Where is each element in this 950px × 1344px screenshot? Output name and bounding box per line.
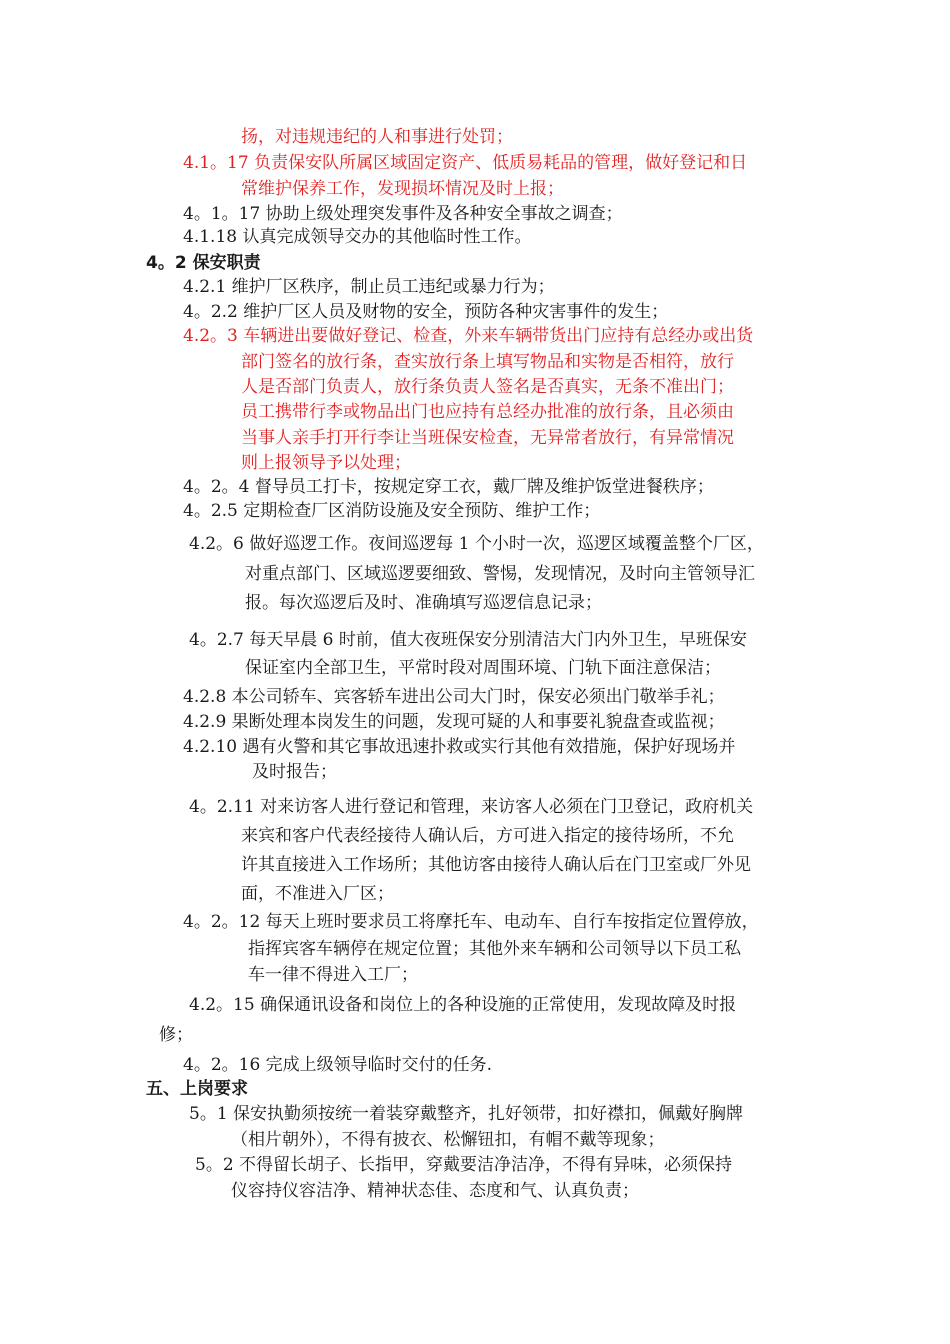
doc-line-26: 4。2.11 对来访客人进行登记和管理，来访客人必须在门卫登记，政府机关 (189, 797, 754, 817)
doc-line-23: 4.2.9 果断处理本岗发生的问题，发现可疑的人和事要礼貌盘查或监视； (183, 712, 725, 732)
doc-line-5: 4.1.18 认真完成领导交办的其他临时性工作。 (183, 227, 532, 247)
doc-line-31: 指挥宾客车辆停在规定位置；其他外来车辆和公司领导以下员工私 (248, 939, 741, 959)
doc-line-17: 4.2。6 做好巡逻工作。夜间巡逻每 1 个小时一次，巡逻区域覆盖整个厂区， (189, 534, 764, 554)
doc-line-37: 5。1 保安执勤须按统一着装穿戴整齐，扎好领带，扣好襟扣，佩戴好胸牌 (189, 1104, 744, 1124)
doc-line-9: 4.2。3 车辆进出要做好登记、检查，外来车辆带货出门应持有总经办或出货 (183, 326, 754, 346)
doc-line-35: 4。2。16 完成上级领导临时交付的任务. (183, 1055, 493, 1075)
doc-line-18: 对重点部门、区域巡逻要细致、警惕，发现情况，及时向主管领导汇 (245, 564, 755, 584)
doc-line-28: 许其直接进入工作场所；其他访客由接待人确认后在门卫室或厂外见 (241, 855, 751, 875)
doc-line-1: 扬，对违规违纪的人和事进行处罚； (241, 127, 513, 147)
doc-line-25: 及时报告； (252, 762, 337, 782)
doc-line-16: 4。2.5 定期检查厂区消防设施及安全预防、维护工作； (183, 501, 601, 521)
doc-line-3: 常维护保养工作，发现损坏情况及时上报； (241, 179, 564, 199)
doc-line-20: 4。2.7 每天早晨 6 时前，值大夜班保安分别清洁大门内外卫生，早班保安 (189, 630, 747, 650)
doc-line-7: 4.2.1 维护厂区秩序，制止员工违纪或暴力行为； (183, 277, 555, 297)
doc-line-19: 报。每次巡逻后及时、准确填写巡逻信息记录； (245, 593, 602, 613)
doc-line-21: 保证室内全部卫生，平常时段对周围环境、门轨下面注意保洁； (245, 658, 721, 678)
section-heading-security-duties: 4。2 保安职责 (146, 253, 261, 273)
doc-line-30: 4。2。12 每天上班时要求员工将摩托车、电动车、自行车按指定位置停放， (183, 912, 759, 932)
doc-line-38: （相片朝外），不得有披衣、松懈钮扣，有帽不戴等现象； (231, 1130, 665, 1150)
doc-line-11: 人是否部门负责人，放行条负责人签名是否真实，无条不准出门； (241, 377, 734, 397)
doc-line-12: 员工携带行李或物品出门也应持有总经办批准的放行条，且必须由 (241, 402, 734, 422)
doc-line-33: 4.2。15 确保通讯设备和岗位上的各种设施的正常使用，发现故障及时报 (189, 995, 737, 1015)
doc-line-15: 4。2。4 督导员工打卡，按规定穿工衣，戴厂牌及维护饭堂进餐秩序； (183, 477, 714, 497)
section-heading-duty-requirements: 五、上岗要求 (146, 1079, 248, 1099)
doc-line-14: 则上报领导予以处理； (241, 453, 411, 473)
doc-line-27: 来宾和客户代表经接待人确认后，方可进入指定的接待场所，不允 (241, 826, 734, 846)
doc-line-2: 4.1。17 负责保安队所属区域固定资产、低质易耗品的管理，做好登记和日 (183, 153, 748, 173)
doc-line-29: 面，不准进入厂区； (241, 884, 394, 904)
doc-line-8: 4。2.2 维护厂区人员及财物的安全，预防各种灾害事件的发生； (183, 302, 669, 322)
doc-line-13: 当事人亲手打开行李让当班保安检查，无异常者放行，有异常情况 (241, 428, 734, 448)
doc-line-22: 4.2.8 本公司轿车、宾客轿车进出公司大门时，保安必须出门敬举手礼； (183, 687, 725, 707)
doc-line-10: 部门签名的放行条，查实放行条上填写物品和实物是否相符，放行 (241, 352, 734, 372)
doc-line-39: 5。2 不得留长胡子、长指甲，穿戴要洁净洁净，不得有异味，必须保持 (195, 1155, 733, 1175)
doc-line-24: 4.2.10 遇有火警和其它事故迅速扑救或实行其他有效措施，保护好现场并 (183, 737, 736, 757)
doc-line-32: 车一律不得进入工厂； (248, 965, 418, 985)
doc-line-4: 4。1。17 协助上级处理突发事件及各种安全事故之调查； (183, 204, 623, 224)
doc-line-34: 修； (159, 1025, 193, 1045)
doc-line-40: 仪容持仪容洁净、精神状态佳、态度和气、认真负责； (231, 1181, 639, 1201)
